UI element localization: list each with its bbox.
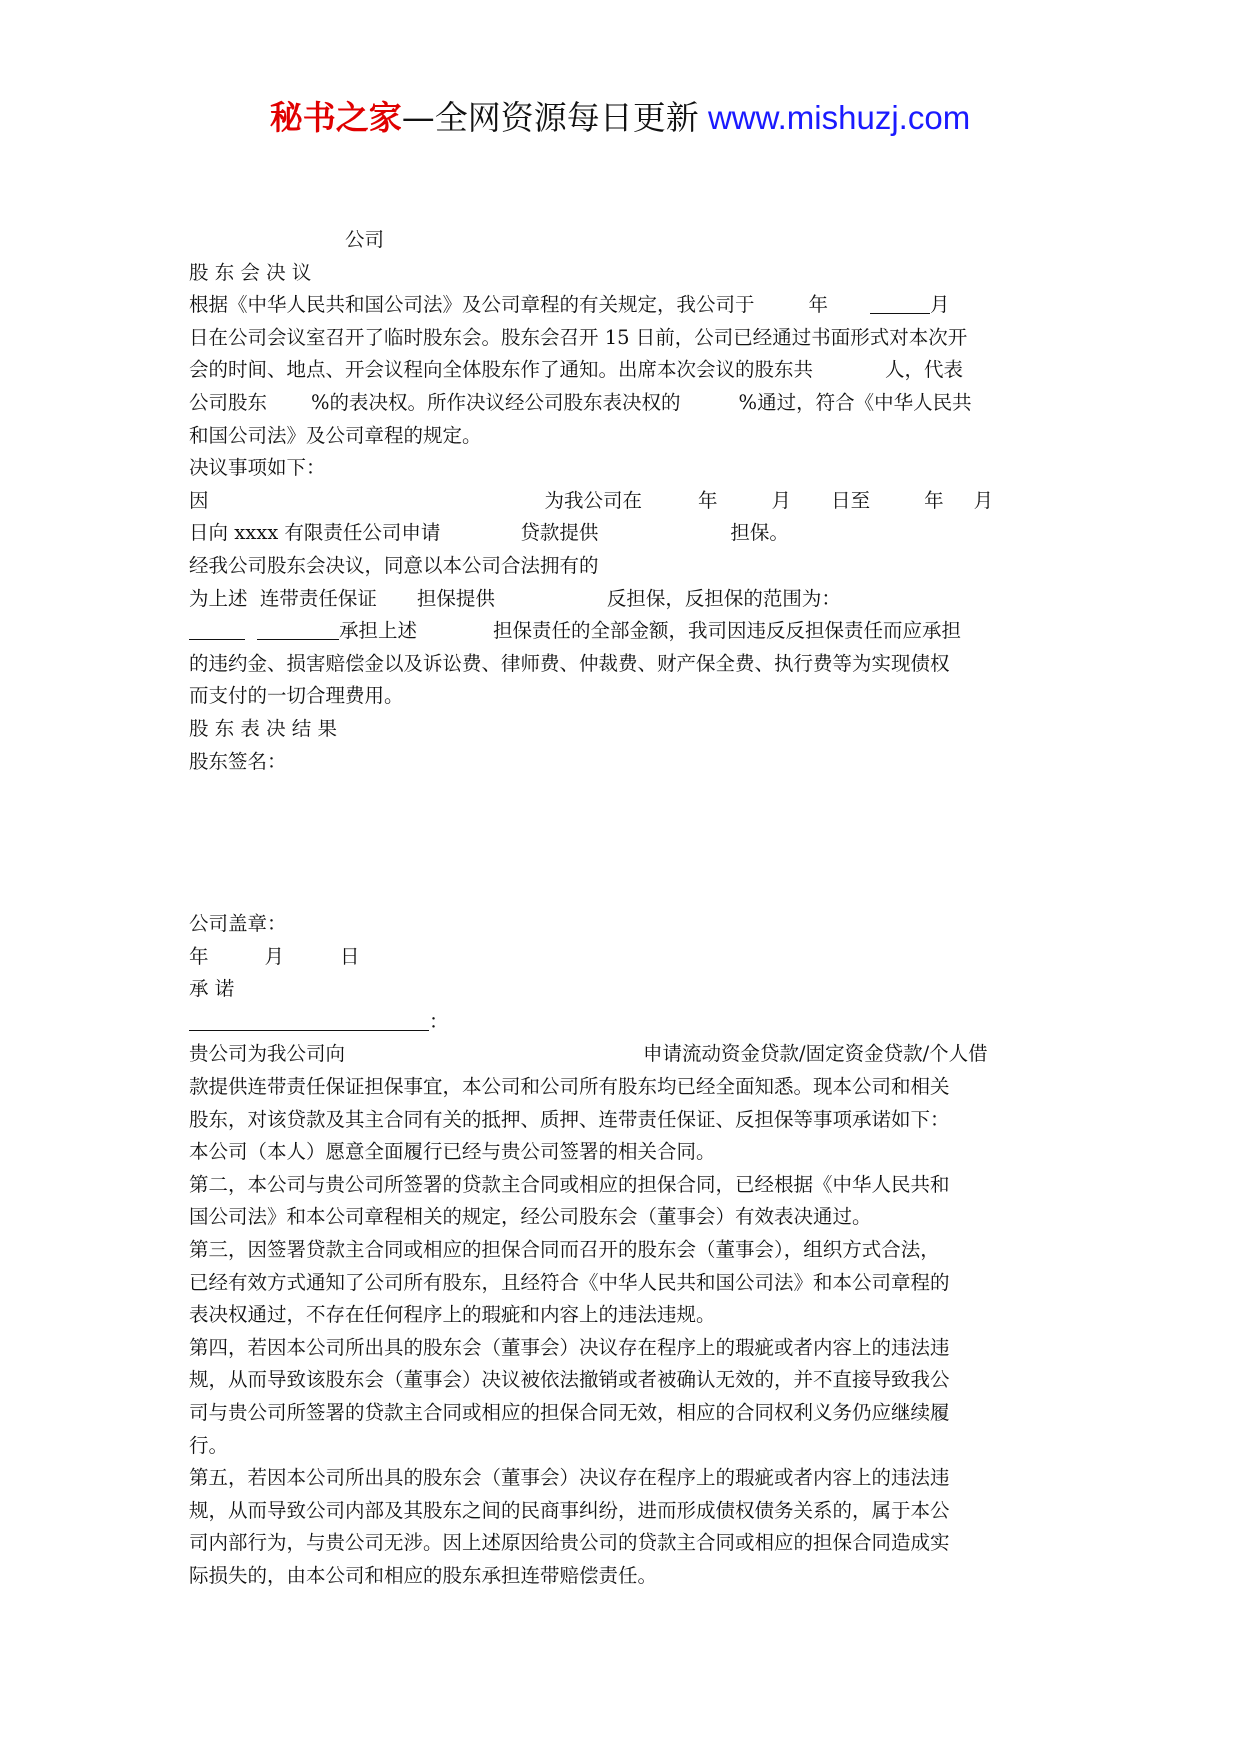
pledge-line: 已经有效方式通知了公司所有股东，且经符合《中华人民共和国公司法》和本公司章程的 <box>189 1270 950 1294</box>
items-heading: 决议事项如下： <box>189 456 326 480</box>
item-line: 日向 xxxx 有限责任公司申请 贷款提供 担保。 <box>189 521 789 545</box>
resolution-paragraph-line: 会的时间、地点、开会议程向全体股东作了通知。出席本次会议的股东共 人，代表 <box>189 358 964 382</box>
item-line: 承担上述 担保责任的全部金额，我司因违反反担保责任而应承担 <box>189 615 1055 648</box>
company-label: 公司 <box>345 228 385 251</box>
resolution-paragraph-line: 和国公司法》及公司章程的规定。 <box>189 423 482 447</box>
pledge-line: 规，从而导致公司内部及其股东之间的民商事纠纷，进而形成债权债务关系的，属于本公 <box>189 1498 950 1522</box>
guarantor-blank[interactable] <box>257 615 339 640</box>
pledge-line: 国公司法》和本公司章程相关的规定，经公司股东会（董事会）有效表决通过。 <box>189 1205 872 1229</box>
month-blank[interactable] <box>870 289 930 314</box>
pledge-line: 股东，对该贷款及其主合同有关的抵押、质押、连带责任保证、反担保等事项承诺如下： <box>189 1107 950 1131</box>
brand-name: 秘书之家 <box>269 98 402 137</box>
item-line: 而支付的一切合理费用。 <box>189 684 404 708</box>
site-header <box>0 96 1240 140</box>
signature-area <box>189 778 1055 908</box>
pledge-line: 司内部行为，与贵公司无涉。因上述原因给贵公司的贷款主合同或相应的担保合同造成实 <box>189 1531 950 1555</box>
item-line: 经我公司股东会决议，同意以本公司合法拥有的 <box>189 553 599 577</box>
resolution-paragraph-line: 根据《中华人民共和国公司法》及公司章程的有关规定，我公司于 年 月 <box>189 289 1055 322</box>
shareholder-signature-label: 股东签名： <box>189 749 287 773</box>
pledge-title: 承 诺 <box>189 977 235 1001</box>
pledge-line: 贵公司为我公司向 申请流动资金贷款/固定资金贷款/个人借 <box>189 1042 988 1066</box>
pledge-line: 际损失的，由本公司和相应的股东承担连带赔偿责任。 <box>189 1563 658 1587</box>
pledge-line: 第五，若因本公司所出具的股东会（董事会）决议存在程序上的瑕疵或者内容上的违法违 <box>189 1466 950 1490</box>
date-line: 年 月 日 <box>189 944 360 968</box>
resolution-paragraph-line: 日在公司会议室召开了临时股东会。股东会召开 15 日前，公司已经通过书面形式对本次开 <box>189 325 968 349</box>
guarantor-blank[interactable] <box>189 615 245 640</box>
pledge-line: 第二，本公司与贵公司所签署的贷款主合同或相应的担保合同，已经根据《中华人民共和 <box>189 1172 950 1196</box>
tagline: —全网资源每日更新 <box>401 98 699 137</box>
item-line: 的违约金、损害赔偿金以及诉讼费、律师费、仲裁费、财产保全费、执行费等为实现债权 <box>189 651 950 675</box>
pledge-line: 行。 <box>189 1433 229 1457</box>
pledge-line: 司与贵公司所签署的贷款主合同或相应的担保合同无效，相应的合同权利义务仍应继续履 <box>189 1401 950 1424</box>
pledge-line: 表决权通过，不存在任何程序上的瑕疵和内容上的违法违规。 <box>189 1303 716 1327</box>
site-url-link[interactable]: www.mishuzj.com <box>707 99 971 136</box>
pledge-line: 第四，若因本公司所出具的股东会（董事会）决议存在程序上的瑕疵或者内容上的违法违 <box>189 1335 950 1359</box>
pledge-line: 规，从而导致该股东会（董事会）决议被依法撤销或者被确认无效的，并不直接导致我公 <box>189 1368 950 1392</box>
resolution-paragraph-line: 公司股东 %的表决权。所作决议经公司股东表决权的 %通过，符合《中华人民共 <box>189 390 972 414</box>
item-line: 为上述 连带责任保证 担保提供 反担保，反担保的范围为： <box>189 586 841 610</box>
resolution-title: 股 东 会 决 议 <box>189 260 312 284</box>
pledge-line: 款提供连带责任保证担保事宜，本公司和公司所有股东均已经全面知悉。现本公司和相关 <box>189 1075 950 1099</box>
pledge-line: 第三，因签署贷款主合同或相应的担保合同而召开的股东会（董事会），组织方式合法， <box>189 1238 940 1262</box>
addressee-blank[interactable] <box>189 1006 429 1031</box>
pledge-line: 本公司（本人）愿意全面履行已经与贵公司签署的相关合同。 <box>189 1140 716 1164</box>
pledge-addressee-line: ： <box>189 1006 1055 1039</box>
company-label-line <box>189 224 1055 257</box>
document-body <box>189 224 1055 1593</box>
company-seal-label: 公司盖章： <box>189 912 287 936</box>
vote-result-heading: 股 东 表 决 结 果 <box>189 716 337 740</box>
item-line: 因 为我公司在 年 月 日至 年 月 <box>189 488 994 512</box>
